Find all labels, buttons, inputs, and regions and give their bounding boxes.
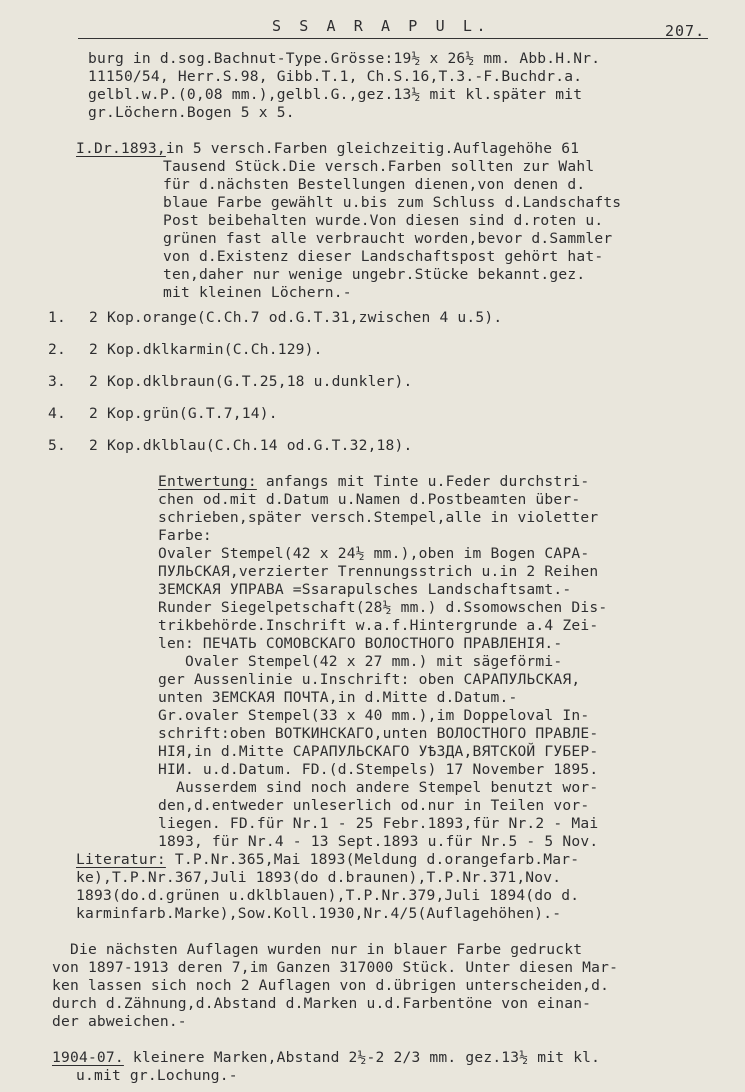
cancellation-line: ЗЕМСКАЯ УПРАВА =Ssarapulsches Landschaftsamt.- [158,581,572,598]
edition-line: Tausend Stück.Die versch.Farben sollten zur Wahl [163,158,595,175]
cancellation-heading-line [158,473,589,491]
stamp-number: 1. [48,309,66,326]
stamp-description: 2 Kop.dklblau(C.Ch.14 od.G.T.32,18). [89,437,413,454]
cancellation-line: den,d.entweder unleserlich od.nur in Teilen vor- [158,797,590,814]
literature-line: karminfarb.Marke),Sow.Koll.1930,Nr.4/5(Auflagehöhen).- [76,905,562,922]
cancellation-line: Runder Siegelpetschaft(28½ mm.) d.Ssomowschen Dis- [158,599,608,616]
cancellation-line: 1893, für Nr.4 - 13 Sept.1893 u.für Nr.5 - 5 Nov. [158,833,599,850]
intro-line: gr.Löchern.Bogen 5 x 5. [88,104,295,121]
literature-heading-line [76,851,579,869]
literature-first-line: T.P.Nr.365,Mai 1893(Meldung d.orangefarb.Mar- [165,851,580,868]
edition-heading-line [76,140,579,158]
cancellation-line: schrift:oben ВОТКИНСКАГО,unten ВОЛОСТНОГО ПРАВЛЕ- [158,725,599,742]
cancellation-line: len: ПЕЧАТЬ СОМОВСКАГО ВОЛОСТНОГО ПРАВЛЕНIЯ.- [158,635,563,652]
cancellation-line: chen od.mit d.Datum u.Namen d.Postbeamten über- [158,491,581,508]
cancellation-line: Ausserdem sind noch andere Stempel benutzt wor- [158,779,599,796]
cancellation-first-line: anfangs mit Tinte u.Feder durchstri- [256,473,590,490]
paragraph-line: der abweichen.- [52,1013,187,1030]
edition-line: grünen fast alle verbraucht worden,bevor d.Sammler [163,230,613,247]
page-header-title: S S A R A P U L. [272,17,491,35]
intro-line: gelbl.w.P.(0,08 mm.),gelbl.G.,gez.13½ mit kl.später mit [88,86,583,103]
cancellation-label: Entwertung: [158,473,257,490]
final-entry-line: u.mit gr.Lochung.- [76,1067,238,1084]
stamp-description: 2 Kop.orange(C.Ch.7 od.G.T.31,zwischen 4 u.5). [89,309,503,326]
header-rule [78,38,708,39]
cancellation-line: Ovaler Stempel(42 x 27 mm.) mit sägeförmi- [158,653,563,670]
paragraph-line: Die nächsten Auflagen wurden nur in blauer Farbe gedruckt [52,941,583,958]
final-entry-heading-line [52,1049,600,1067]
final-entry-label: 1904-07. [52,1049,124,1066]
edition-line: für d.nächsten Bestellungen dienen,von denen d. [163,176,586,193]
cancellation-line: ПУЛЬСКАЯ,verzierter Trennungsstrich u.in 2 Reihen [158,563,599,580]
stamp-description: 2 Kop.dklkarmin(C.Ch.129). [89,341,323,358]
cancellation-line: Gr.ovaler Stempel(33 x 40 mm.),im Doppeloval In- [158,707,590,724]
page-number: 207. [665,22,706,40]
intro-line: burg in d.sog.Bachnut-Type.Grösse:19½ x 26½ mm. Abb.H.Nr. [88,50,601,67]
cancellation-line: unten ЗЕМСКАЯ ПОЧТА,in d.Mitte d.Datum.- [158,689,518,706]
edition-first-line: in 5 versch.Farben gleichzeitig.Auflagehöhe 61 [165,140,580,157]
cancellation-line: Ovaler Stempel(42 x 24½ mm.),oben im Bogen САРА- [158,545,590,562]
stamp-description: 2 Kop.grün(G.T.7,14). [89,405,278,422]
edition-line: Post beibehalten wurde.Von diesen sind d.roten u. [163,212,604,229]
edition-line: von d.Existenz dieser Landschaftspost gehört hat- [163,248,604,265]
cancellation-line: НIИ. u.d.Datum. FD.(d.Stempels) 17 November 1895. [158,761,599,778]
edition-line: ten,daher nur wenige ungebr.Stücke bekannt.gez. [163,266,586,283]
intro-line: 11150/54, Herr.S.98, Gibb.T.1, Ch.S.16,T.3.-F.Buchdr.a. [88,68,583,85]
stamp-number: 4. [48,405,66,422]
literature-label: Literatur: [76,851,166,868]
cancellation-line: schrieben,später versch.Stempel,alle in violetter [158,509,599,526]
edition-line: mit kleinen Löchern.- [163,284,352,301]
cancellation-line: НIЯ,in d.Mitte САРАПУЛЬСКАГО УѢЗДА,ВЯТСКОЙ ГУБЕР- [158,743,599,760]
cancellation-line: ger Aussenlinie u.Inschrift: oben САРАПУЛЬСКАЯ, [158,671,581,688]
stamp-number: 3. [48,373,66,390]
stamp-number: 5. [48,437,66,454]
stamp-description: 2 Kop.dklbraun(G.T.25,18 u.dunkler). [89,373,413,390]
cancellation-line: liegen. FD.für Nr.1 - 25 Febr.1893,für Nr.2 - Mai [158,815,599,832]
final-entry-first-line: kleinere Marken,Abstand 2½-2 2/3 mm. gez.13½ mit kl. [123,1049,601,1066]
paragraph-line: ken lassen sich noch 2 Auflagen von d.übrigen unterscheiden,d. [52,977,610,994]
paragraph-line: durch d.Zähnung,d.Abstand d.Marken u.d.Farbentöne von einan- [52,995,592,1012]
literature-line: ke),T.P.Nr.367,Juli 1893(do d.braunen),T.P.Nr.371,Nov. [76,869,562,886]
literature-line: 1893(do.d.grünen u.dklblauen),T.P.Nr.379,Juli 1894(do d. [76,887,580,904]
cancellation-line: Farbe: [158,527,212,544]
paragraph-line: von 1897-1913 deren 7,im Ganzen 317000 Stück. Unter diesen Mar- [52,959,619,976]
edition-label: I.Dr.1893, [76,140,166,157]
stamp-number: 2. [48,341,66,358]
edition-line: blaue Farbe gewählt u.bis zum Schluss d.Landschafts [163,194,622,211]
cancellation-line: trikbehörde.Inschrift w.a.f.Hintergrunde a.4 Zei- [158,617,599,634]
